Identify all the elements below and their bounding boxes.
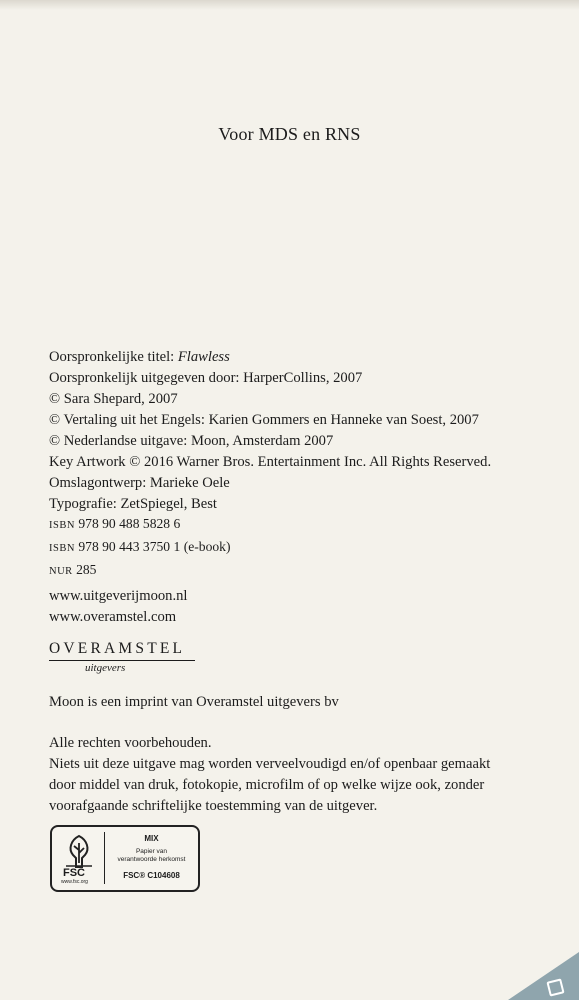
isbn-ebook-line [49, 536, 231, 559]
imprint-note: Moon is een imprint van Overamstel uitgevers bv [49, 694, 339, 710]
publisher-logo [49, 639, 201, 674]
websites-block [49, 586, 187, 628]
corner-sticker [508, 952, 579, 1000]
original-title-line [49, 347, 491, 368]
codes-block [49, 513, 231, 582]
credit-line: Omslagontwerp: Marieke Oele [49, 475, 230, 491]
fsc-desc-line: verantwoorde herkomst [117, 856, 186, 863]
rights-line: voorafgaande schriftelijke toestemming van de uitgever. [49, 798, 378, 814]
dedication: Voor MDS en RNS [218, 124, 361, 144]
credit-line: Oorspronkelijk uitgegeven door: HarperCollins, 2007 [49, 370, 363, 386]
fsc-code: FSC® C104608 [123, 871, 180, 880]
fsc-website: www.fsc.org [61, 879, 88, 885]
rights-line: door middel van druk, fotokopie, microfilm of op welke wijze ook, zonder [49, 777, 485, 793]
code-value: 978 90 443 3750 1 (e-book) [78, 539, 231, 554]
fsc-desc-line: Papier van [135, 848, 168, 855]
rights-line: Alle rechten voorbehouden. [49, 735, 212, 751]
logo-rule [49, 660, 195, 661]
logo-subtitle: uitgevers [85, 662, 126, 674]
credit-line: © Sara Shepard, 2007 [49, 391, 178, 407]
nur-line [49, 559, 231, 582]
credits-block [49, 347, 491, 515]
fsc-mix: MIX [144, 834, 159, 843]
logo-wordmark: OVERAMSTEL [49, 640, 186, 657]
isbn-line [49, 513, 231, 536]
credit-line: © Vertaling uit het Engels: Karien Gommers en Hanneke van Soest, 2007 [49, 412, 479, 428]
rights-line: Niets uit deze uitgave mag worden verveelvoudigd en/of openbaar gemaakt [49, 756, 491, 772]
credit-line: Typografie: ZetSpiegel, Best [49, 496, 217, 512]
code-value: 285 [76, 562, 97, 577]
credit-line: © Nederlandse uitgave: Moon, Amsterdam 2007 [49, 433, 334, 449]
fsc-name: FSC [63, 867, 85, 879]
original-title: Flawless [177, 349, 230, 365]
code-tag: ISBN [49, 543, 75, 554]
code-tag: ISBN [49, 520, 75, 531]
fsc-tree-icon [62, 833, 96, 871]
code-value: 978 90 488 5828 6 [78, 516, 181, 531]
code-tag: NUR [49, 566, 73, 577]
fsc-label [50, 825, 200, 892]
fsc-description [105, 848, 198, 864]
page-top-edge [0, 0, 579, 10]
rights-block [49, 733, 490, 817]
website-link: www.overamstel.com [49, 609, 177, 625]
website-link: www.uitgeverijmoon.nl [49, 588, 188, 604]
original-title-label: Oorspronkelijke titel: [49, 349, 178, 365]
credit-line: Key Artwork © 2016 Warner Bros. Entertainment Inc. All Rights Reserved. [49, 454, 492, 470]
